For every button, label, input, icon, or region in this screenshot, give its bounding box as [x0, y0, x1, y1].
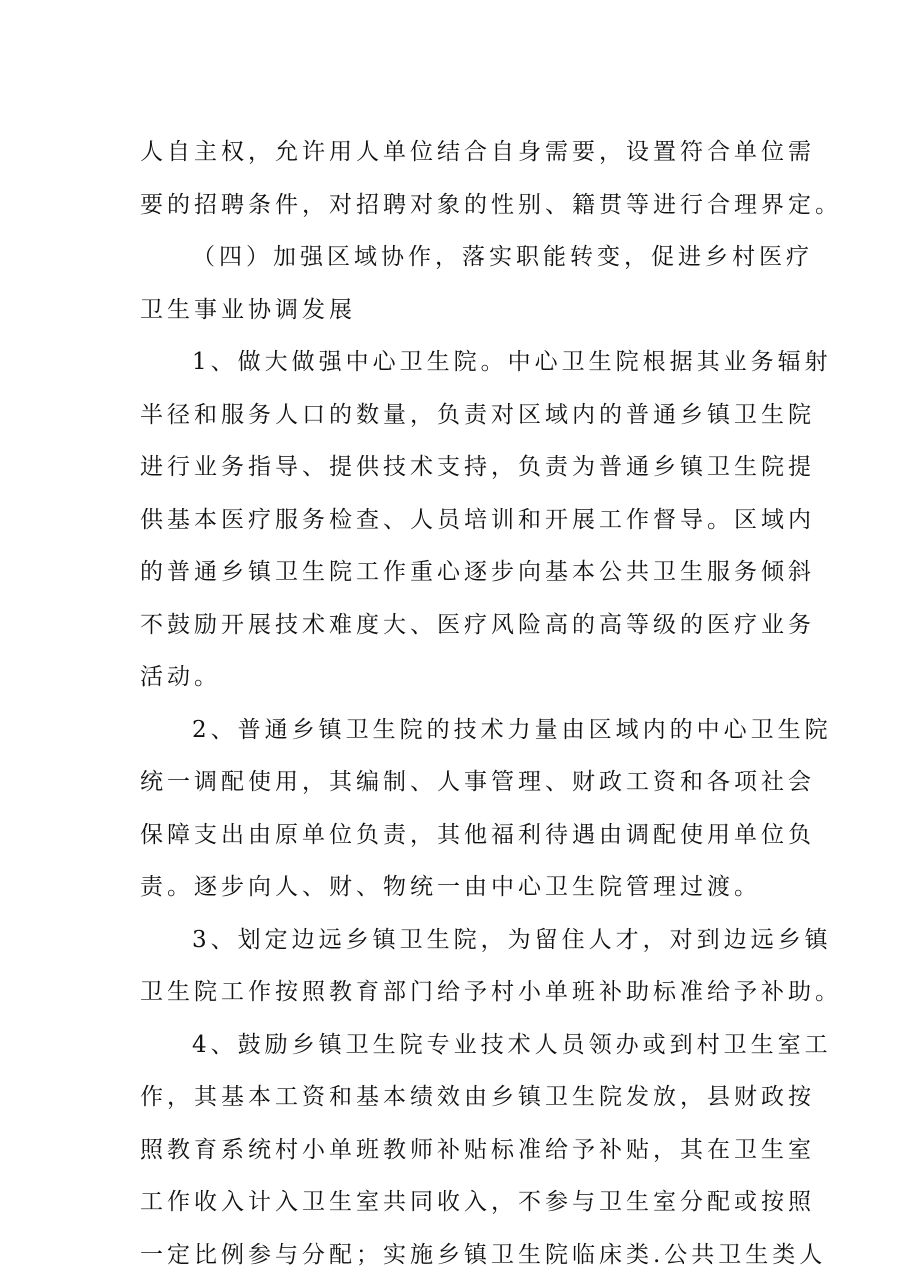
text-line: 统一调配使用，其编制、人事管理、财政工资和各项社会 [140, 769, 815, 795]
text-line: 供基本医疗服务检查、人员培训和开展工作督导。区域内 [140, 506, 815, 533]
text-line: 要的招聘条件，对招聘对象的性别、籍贯等进行合理界定。 [140, 191, 842, 218]
text-line: 3、划定边远乡镇卫生院，为留住人才，对到边远乡镇 [192, 926, 832, 953]
section-heading: （四）加强区域协作，落实职能转变，促进乡村医疗 [192, 244, 813, 270]
text-line: 活动。 [140, 664, 221, 690]
body-text [140, 126, 842, 1281]
text-line: 人自主权，允许用人单位结合自身需要，设置符合单位需 [140, 139, 815, 165]
text-line: 1、做大做强中心卫生院。中心卫生院根据其业务辐射 [192, 349, 832, 375]
text-line: 不鼓励开展技术难度大、医疗风险高的高等级的医疗业务 [140, 611, 815, 638]
text-line: 进行业务指导、提供技术支持，负责为普通乡镇卫生院提 [140, 454, 815, 480]
text-line: 照教育系统村小单班教师补贴标准给予补贴，其在卫生室 [140, 1136, 815, 1163]
text-line: 卫生院工作按照教育部门给予村小单班补助标准给予补助。 [140, 979, 842, 1005]
text-line: 责。逐步向人、财、物统一由中心卫生院管理过渡。 [140, 874, 761, 900]
text-line: 作，其基本工资和基本绩效由乡镇卫生院发放，县财政按 [140, 1084, 815, 1110]
text-line: 保障支出由原单位负责，其他福利待遇由调配使用单位负 [140, 821, 815, 848]
text-line: 的普通乡镇卫生院工作重心逐步向基本公共卫生服务倾斜 [140, 559, 815, 585]
text-line: 一定比例参与分配；实施乡镇卫生院临床类.公共卫生类人 [140, 1241, 827, 1268]
text-line: 2、普通乡镇卫生院的技术力量由区域内的中心卫生院 [192, 716, 832, 743]
text-line: 半径和服务人口的数量，负责对区域内的普通乡镇卫生院 [140, 401, 815, 428]
text-line: 工作收入计入卫生室共同收入，不参与卫生室分配或按照 [140, 1189, 815, 1215]
text-line: 4、鼓励乡镇卫生院专业技术人员领办或到村卫生室工 [192, 1031, 832, 1058]
section-heading-cont: 卫生事业协调发展 [140, 296, 356, 323]
